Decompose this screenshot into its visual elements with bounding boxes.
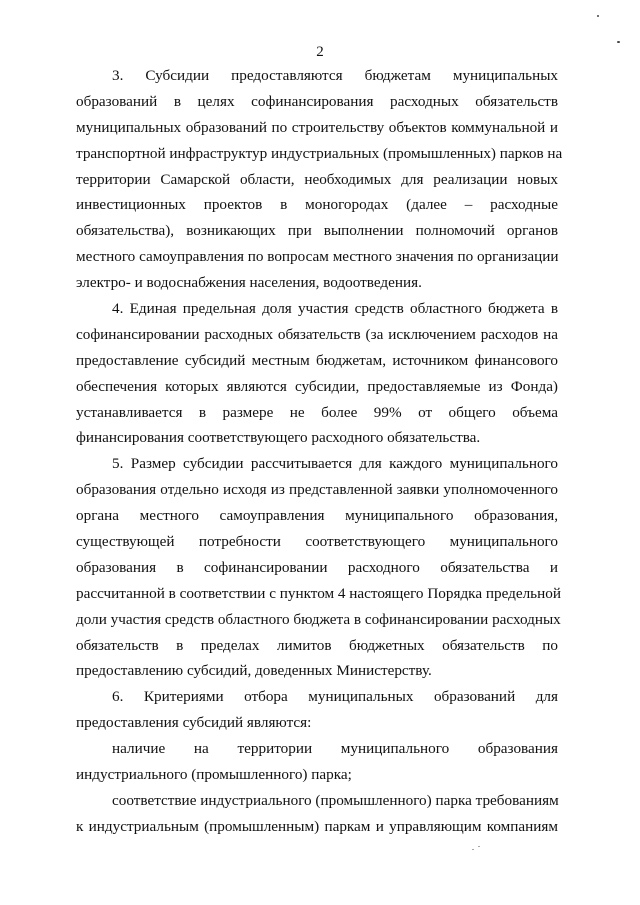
text-line: образований в целях софинансирования расходных обязательств xyxy=(76,92,558,110)
text-line: наличие на территории муниципального образования xyxy=(112,740,558,758)
text-line: существующей потребности соответствующего муниципального xyxy=(76,533,558,551)
text-line: обеспечения которых являются субсидии, предоставляемые из Фонда) xyxy=(76,377,558,395)
text-line: транспортной инфраструктур индустриальных (промышленных) парков на xyxy=(76,144,563,162)
text-line: образования отдельно исходя из представленной заявки уполномоченного xyxy=(76,481,558,499)
text-line: территории Самарской области, необходимых для реализации новых xyxy=(76,170,558,188)
text-line: электро- и водоснабжения населения, водоотведения. xyxy=(76,274,422,292)
text-line: обязательств в пределах лимитов бюджетных обязательств по xyxy=(76,636,558,654)
document-body xyxy=(76,63,563,840)
text-line: 3. Субсидии предоставляются бюджетам муниципальных xyxy=(112,67,558,84)
text-line: 5. Размер субсидии рассчитывается для каждого муниципального xyxy=(112,455,558,473)
text-line: 6. Критериями отбора муниципальных образований для xyxy=(112,688,558,706)
text-line: к индустриальным (промышленным) паркам и управляющим компаниям xyxy=(76,817,558,835)
text-line: соответствие индустриального (промышленного) парка требованиям xyxy=(112,791,559,809)
text-line: органа местного самоуправления муниципального образования, xyxy=(76,507,558,525)
text-line: предоставления субсидий являются: xyxy=(76,714,312,732)
page-number: 2 xyxy=(316,44,324,60)
text-line: 4. Единая предельная доля участия средств областного бюджета в xyxy=(112,300,558,318)
scan-speck xyxy=(617,41,620,43)
text-line: устанавливается в размере не более 99% от общего объема xyxy=(76,403,558,421)
scan-speck xyxy=(472,849,474,850)
text-line: предоставлению субсидий, доведенных Министерству. xyxy=(76,662,432,680)
text-line: обязательства), возникающих при выполнении полномочий органов xyxy=(76,222,558,240)
text-line: софинансировании расходных обязательств (за исключением расходов на xyxy=(76,325,558,343)
text-line: доли участия средств областного бюджета в софинансировании расходных xyxy=(76,610,561,628)
text-line: местного самоуправления по вопросам местного значения по организации xyxy=(76,248,559,266)
text-line: муниципальных образований по строительству объектов коммунальной и xyxy=(76,118,558,136)
scan-speck xyxy=(597,15,599,17)
text-line: инвестиционных проектов в моногородах (далее – расходные xyxy=(76,196,558,214)
text-line: предоставление субсидий местным бюджетам, источником финансового xyxy=(76,351,558,369)
text-line: рассчитанной в соответствии с пунктом 4 настоящего Порядка предельной xyxy=(76,584,561,602)
text-line: финансирования соответствующего расходного обязательства. xyxy=(76,429,481,447)
text-line: индустриального (промышленного) парка; xyxy=(76,766,352,784)
scan-speck xyxy=(478,846,480,847)
text-line: образования в софинансировании расходного обязательства и xyxy=(76,558,558,576)
